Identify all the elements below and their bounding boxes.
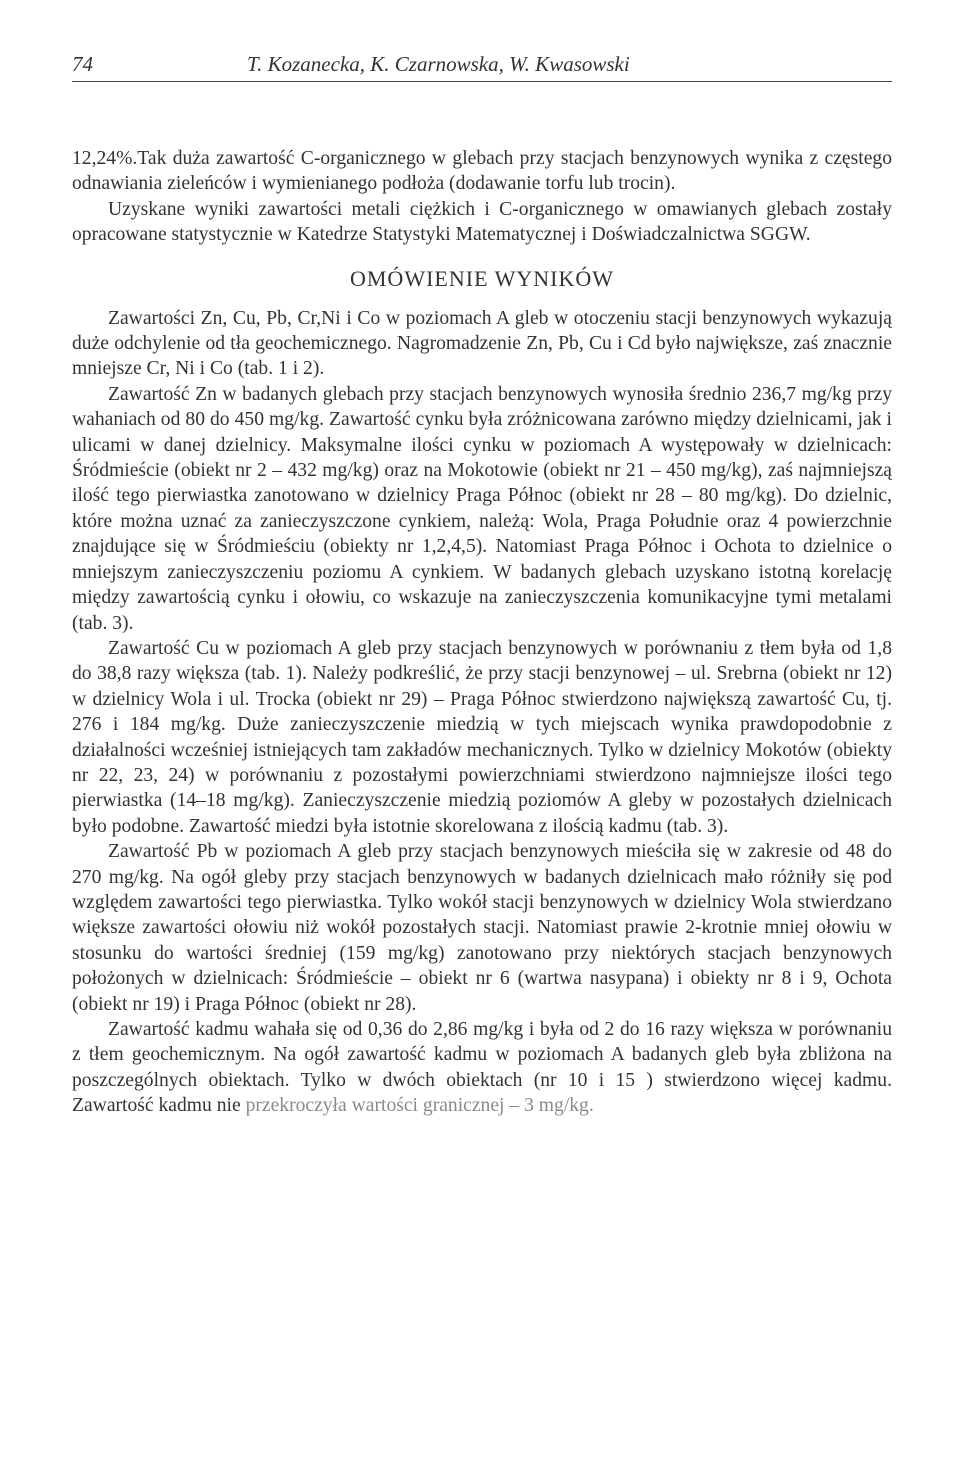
paragraph-4: Zawartość Zn w badanych glebach przy stacjach benzynowych wynosiła średnio 236,7 mg/kg przy wahaniach od 80 do 450 mg/kg. Zawartość cynku była zróżnicowana zarówno między dzielnicami, jak i ulicami w danej dzielnicy. Maksymalne ilości cynku w poziomach A występowały w dzielnicach: Śródmieście (obiekt nr 2 – 432 mg/kg) oraz na Mokotowie (obiekt nr 21 – 450 mg/kg), zaś najmniejszą ilość tego pierwiastka zanotowano w dzielnicy Praga Północ (obiekt nr 28 – 80 mg/kg). Do dzielnic, które można uznać za zanieczyszczone cynkiem, należą: Wola, Praga Południe oraz 4 powierzchnie znajdujące się w Śródmieściu (obiekty nr 1,2,4,5). Natomiast Praga Północ i Ochota to dzielnice o mniejszym zanieczyszczeniu poziomu A cynkiem. W badanych glebach uzyskano istotną korelację między zawartością cynku i ołowiu, co wskazuje na zanieczyszczenia komunikacyjne tymi metalami (tab. 3). — [72, 383, 892, 634]
section-heading: OMÓWIENIE WYNIKÓW — [349, 265, 615, 291]
paragraph-2: Uzyskane wyniki zawartości metali ciężkich i C-organicznego w omawianych glebach zostały opracowane statystycznie w Katedrze Statystyki Matematycznej i Doświadczalnictwa SGGW. — [72, 198, 892, 246]
paragraph-7-faded-tail: przekroczyła wartości granicznej – 3 mg/kg. — [245, 1095, 594, 1117]
page-number: 74 — [72, 52, 93, 76]
paragraph-3: Zawartości Zn, Cu, Pb, Cr,Ni i Co w poziomach A gleb w otoczeniu stacji benzynowych wykazują duże odchylenie od tła geochemicznego. Nagromadzenie Zn, Pb, Cu i Cd było największe, zaś znacznie mniejsze Cr, Ni i Co (tab. 1 i 2). — [72, 307, 892, 380]
running-header-authors: T. Kozanecka, K. Czarnowska, W. Kwasowski — [247, 52, 630, 76]
body-text — [72, 146, 892, 1119]
paragraph-7-text: Zawartość kadmu wahała się od 0,36 do 2,86 mg/kg i była od 2 do 16 razy większa w porównaniu z tłem geochemicznym. Na ogół zawartość kadmu w poziomach A badanych gleb była zbliżona na poszczególnych obiektach. Tylko w dwóch obiektach (nr 10 i 15 ) stwierdzono więcej kadmu. Zawartość kadmu nie — [72, 1019, 892, 1117]
running-header — [72, 52, 892, 82]
paragraph-1: 12,24%.Tak duża zawartość C-organicznego w glebach przy stacjach benzynowych wynika z częstego odnawiania zieleńców i wymienianego podłoża (dodawanie torfu lub trocin). — [72, 148, 892, 195]
paragraph-6: Zawartość Pb w poziomach A gleb przy stacjach benzynowych mieściła się w zakresie od 48 do 270 mg/kg. Na ogół gleby przy stacjach benzynowych w badanych dzielnicach mało różniły się pod względem zawartości tego pierwiastka. Tylko wokół stacji benzynowych w dzielnicy Wola stwierdzano większe zawartości ołowiu niż wokół pozostałych stacji. Natomiast prawie 2-krotnie mniej ołowiu w stosunku do wartości średniej (159 mg/kg) zanotowano przy niektórych stacjach benzynowych położonych w dzielnicach: Śródmieście – obiekt nr 6 (wartwa nasypana) i obiekty nr 8 i 9, Ochota (obiekt nr 19) i Praga Północ (obiekt nr 28). — [72, 841, 892, 1015]
paragraph-7 — [72, 1017, 892, 1119]
paragraph-5: Zawartość Cu w poziomach A gleb przy stacjach benzynowych w porównaniu z tłem była od 1,8 do 38,8 razy większa (tab. 1). Należy podkreślić, że przy stacji benzynowej – ul. Srebrna (obiekt nr 12) w dzielnicy Wola i ul. Trocka (obiekt nr 29) – Praga Północ stwierdzono największą zawartość Cu, tj. 276 i 184 mg/kg. Duże zanieczyszczenie miedzią w tych miejscach wynika prawdopodobnie z działalności wcześniej istniejących tam zakładów mechanicznych. Tylko w dzielnicy Mokotów (obiekty nr 22, 23, 24) w porównaniu z pozostałymi powierzchniami stwierdzono najmniejsze ilości tego pierwiastka (14–18 mg/kg). Zanieczyszczenie miedzią poziomów A gleby w pozostałych dzielnicach było podobne. Zawartość miedzi była istotnie skorelowana z ilością kadmu (tab. 3). — [72, 637, 892, 837]
document-page — [72, 52, 892, 1119]
